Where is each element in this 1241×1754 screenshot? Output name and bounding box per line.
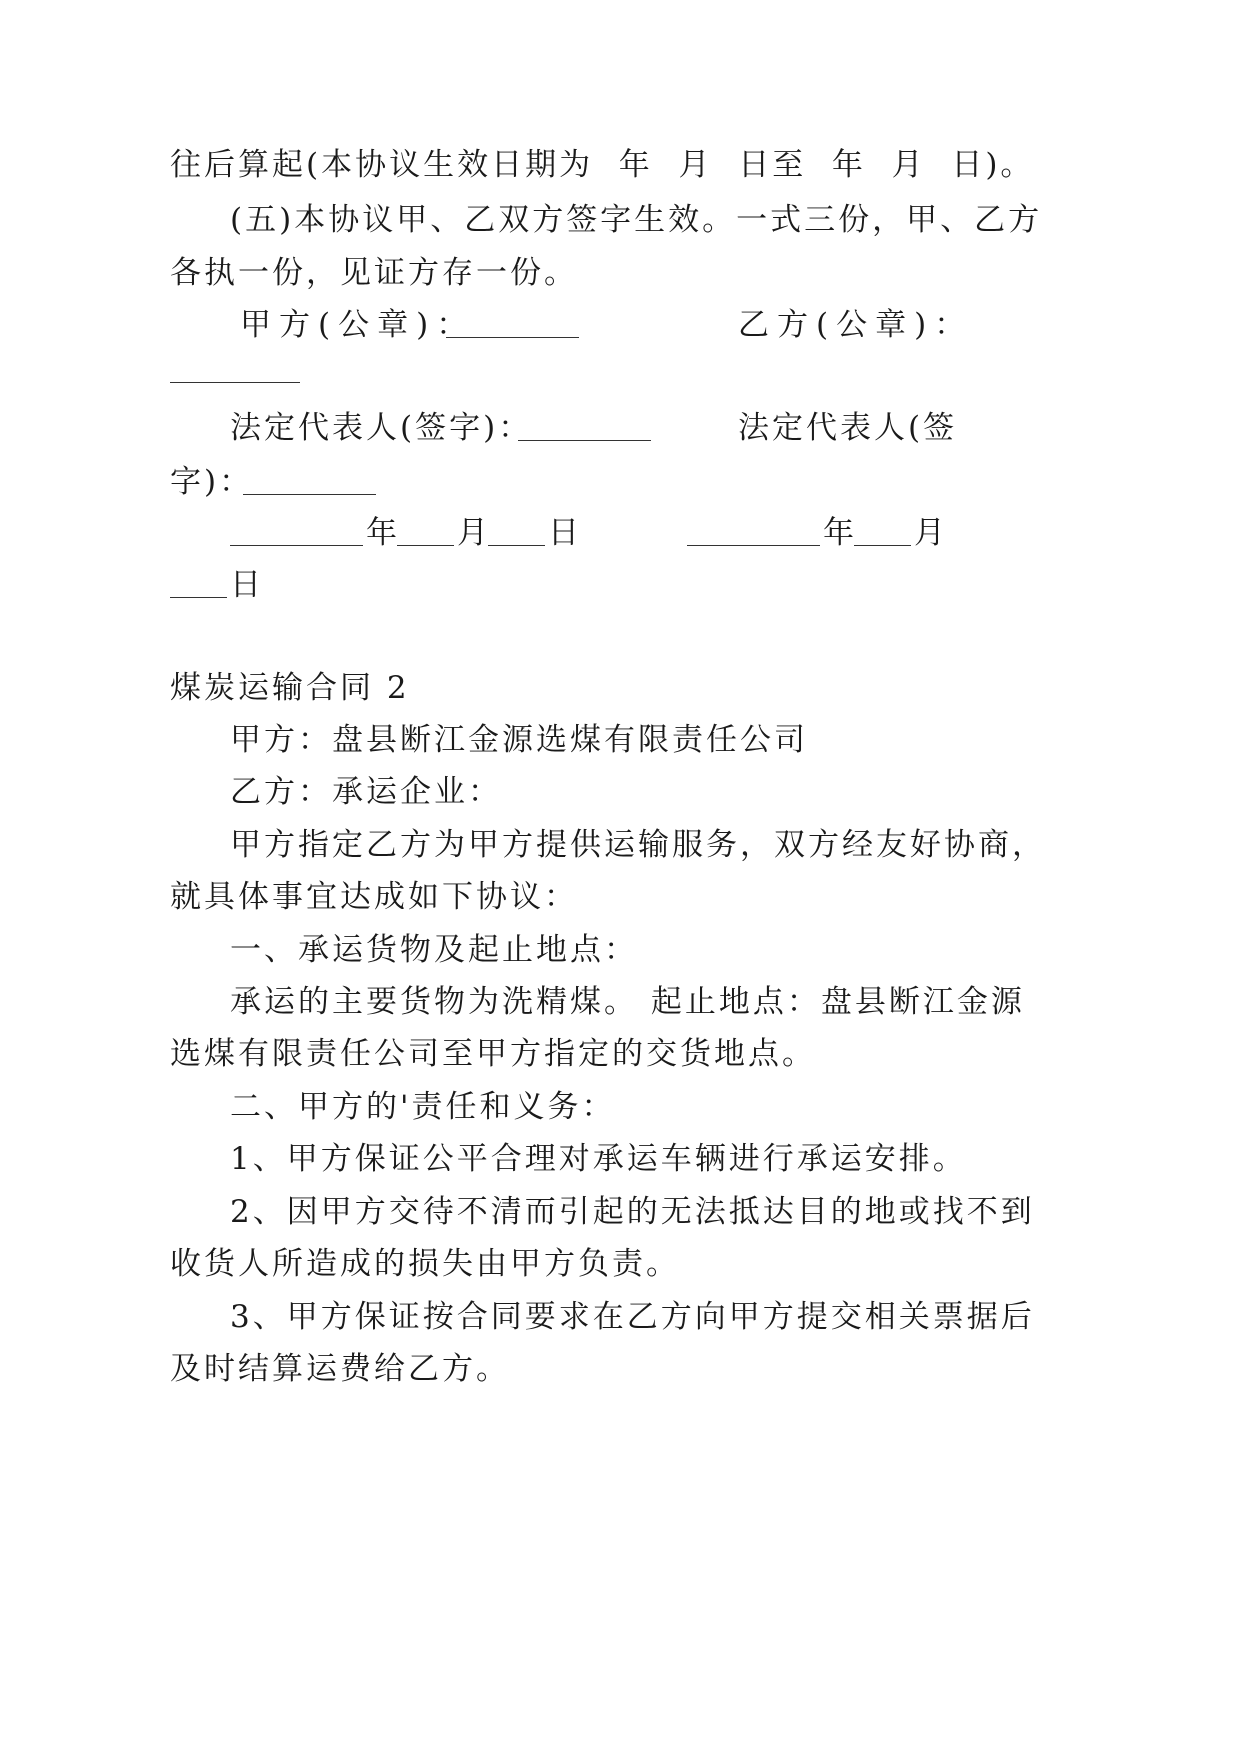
rep-b-label-cont: 字)： <box>170 464 254 500</box>
date-b-day-blank <box>170 597 227 598</box>
intro-text-1: 甲方指定乙方为甲方提供运输服务，双方经友好协商， <box>230 827 1046 863</box>
section1-text-2: 选煤有限责任公司至甲方指定的交货地点。 <box>170 1036 816 1072</box>
section1-heading: 一、承运货物及起止地点： <box>230 932 638 968</box>
party-a-seal-blank <box>446 337 579 338</box>
rep-a-label: 法定代表人(签字)： <box>230 410 533 446</box>
section2-item3-1: 3、甲方保证按合同要求在乙方向甲方提交相关票据后 <box>230 1299 1035 1335</box>
contract2-title: 煤炭运输合同 2 <box>170 670 410 706</box>
section2-item1: 1、甲方保证公平合理对承运车辆进行承运安排。 <box>230 1141 967 1177</box>
section2-item2-1: 2、因甲方交待不清而引起的无法抵达目的地或找不到 <box>230 1194 1035 1230</box>
intro-text-2: 就具体事宜达成如下协议： <box>170 879 578 915</box>
rep-b-blank <box>243 494 376 495</box>
party-b-text: 乙方：承运企业： <box>230 774 502 810</box>
copies-text: 各执一份，见证方存一份。 <box>170 255 578 291</box>
date-b-year-label: 年 <box>823 515 857 551</box>
date-a-month-blank <box>397 545 454 546</box>
date-b-day-label: 日 <box>230 567 264 603</box>
party-b-seal-blank <box>170 382 300 383</box>
section2-item3-2: 及时结算运费给乙方。 <box>170 1351 510 1387</box>
section2-item3-line-2 <box>0 1349 1241 1429</box>
party-b-seal-label: 乙方(公章)： <box>738 307 974 343</box>
date-cont-line <box>0 565 1241 685</box>
date-b-year-blank <box>687 545 820 546</box>
date-a-day-blank <box>488 545 545 546</box>
section2-heading: 二、甲方的'责任和义务： <box>230 1089 616 1125</box>
section1-text-1: 承运的主要货物为洗精煤。 起止地点：盘县断江金源 <box>230 984 1025 1020</box>
effective-date-text: 往后算起(本协议生效日期为 年 月 日至 年 月 日)。 <box>170 147 1035 183</box>
rep-b-label: 法定代表人(签 <box>738 410 958 446</box>
party-a-text: 甲方：盘县断江金源选煤有限责任公司 <box>230 722 808 758</box>
date-a-day-label: 日 <box>548 515 582 551</box>
date-a-year-label: 年 <box>366 515 400 551</box>
clause-five-text: (五)本协议甲、乙双方签字生效。一式三份，甲、乙方 <box>230 202 1043 238</box>
date-a-year-blank <box>230 545 363 546</box>
date-a-month-label: 月 <box>457 515 491 551</box>
rep-a-blank <box>518 440 651 441</box>
section2-item2-2: 收货人所造成的损失由甲方负责。 <box>170 1246 680 1282</box>
date-b-month-label: 月 <box>914 515 948 551</box>
date-b-month-blank <box>854 545 911 546</box>
party-a-seal-label: 甲方(公章)： <box>240 307 476 343</box>
